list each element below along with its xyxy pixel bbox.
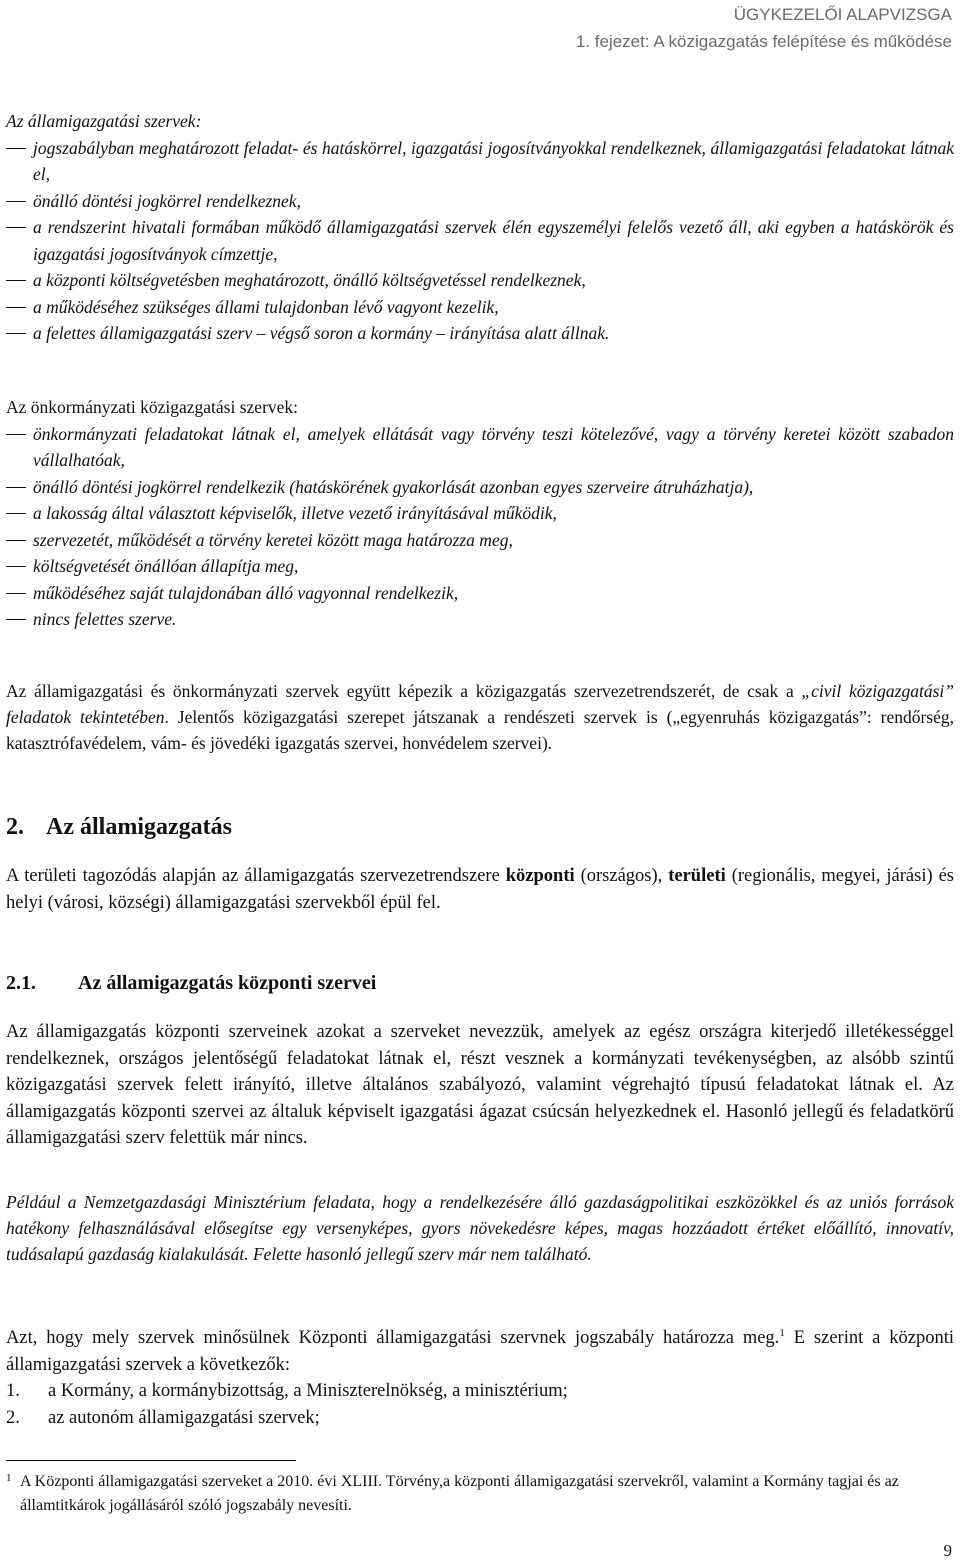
summary-italic-text: „civil közigazgatási” feladatok tekintetében <box>6 681 954 727</box>
footnote-reference[interactable]: 1 <box>779 1326 785 1339</box>
local-gov-item: szervezetét, működését a törvény keretei között maga határozza meg, <box>6 527 954 554</box>
local-gov-item: költségvetését önállóan állapítja meg, <box>6 553 954 580</box>
list-number: 1. <box>6 1381 20 1401</box>
bold-term: területi <box>668 866 726 886</box>
bold-term: központi <box>505 866 575 886</box>
last-item-part3: irányítása alatt állnak. <box>449 323 610 343</box>
example-paragraph: Például a Nemzetgazdasági Minisztérium feladata, hogy a rendelkezésére álló gazdaságpolitikai eszközökkel és az uniós források hatékony felhasználásával elősegítse egy versenyképes, gyors növekedésre képes, magas hozzáadott értéket előállító, innovatív, tudásalapú gazdaság kialakulását. Felette hasonló jellegű szerv már nem található. <box>6 1192 954 1264</box>
para-text: Azt, hogy mely szervek minősülnek Központi államigazgatási szervnek jogszabály határozza meg. <box>6 1328 780 1348</box>
section-title: Az államigazgatás központi szervei <box>78 972 377 994</box>
section-number: 2.1. <box>6 972 36 994</box>
section-title: Az államigazgatás <box>46 814 232 840</box>
para-text: (regionális, megyei, járási) és helyi (városi, községi) államigazgatási szervekből épül fel. <box>6 866 954 913</box>
section-2-heading <box>6 812 232 842</box>
inline-dash: – <box>256 323 266 343</box>
section-number: 2. <box>6 814 24 840</box>
legal-basis-paragraph <box>6 1325 954 1378</box>
state-admin-heading: Az államigazgatási szervek: <box>6 111 202 131</box>
state-admin-item-last <box>6 320 954 347</box>
state-admin-section <box>6 108 954 347</box>
local-gov-item: önálló döntési jogkörrel rendelkezik (hatáskörének gyakorlását azonban egyes szerveire átruházhatja), <box>6 474 954 501</box>
local-gov-item: a lakosság által választott képviselők, illetve vezető irányításával működik, <box>6 500 954 527</box>
local-gov-item: önkormányzati feladatokat látnak el, amelyek ellátását vagy törvény teszi kötelezővé, vagy a törvény keretei között szabadon vállalhatóak, <box>6 421 954 474</box>
footnote-marker: 1 <box>6 1472 12 1484</box>
state-admin-item: jogszabályban meghatározott feladat- és hatáskörrel, igazgatási jogosítványokkal rendelkeznek, államigazgatási feladatokat látnak el, <box>6 135 954 188</box>
central-organs-paragraph: Az államigazgatás központi szerveinek azokat a szerveket nevezzük, amelyek az egész országra kiterjedő illetékességgel rendelkeznek, országos jelentőségű feladatokat látnak el, részt vesznek a kormányzati tevékenységben, az alsóbb szintű közigazgatási szervek felett irányító, illetve általános szabályozó, valamint végrehajtó típusú feladatokat látnak el. Az államigazgatás központi szervei az általuk képviselt igazgatási ágazat csúcsán helyezkednek el. Hasonló jellegű és feladatkörű államigazgatási szerv felettük már nincs. <box>6 1022 954 1148</box>
state-admin-item: a működéséhez szükséges állami tulajdonban lévő vagyont kezelik, <box>6 294 954 321</box>
local-gov-item: működéséhez saját tulajdonában álló vagyonnal rendelkezik, <box>6 580 954 607</box>
footnote-text: A Központi államigazgatási szerveket a 2010. évi XLIII. Törvény,a központi államigazgatási szervekről, valamint a Kormány tagjai és az államtitkárok jogállásáról szóló jogszabály nevesíti. <box>20 1473 899 1514</box>
summary-paragraph <box>6 678 954 756</box>
list-number: 2. <box>6 1407 20 1428</box>
page-number: 9 <box>943 1541 952 1560</box>
last-item-part1: a felettes államigazgatási szerv <box>33 323 253 343</box>
local-gov-heading: Az önkormányzati közigazgatási szervek: <box>6 397 299 417</box>
state-admin-item: önálló döntési jogkörrel rendelkeznek, <box>6 188 954 215</box>
list-item <box>6 1378 954 1405</box>
inline-dash: – <box>436 323 446 343</box>
local-gov-section <box>6 394 954 633</box>
list-item <box>6 1405 954 1432</box>
last-item-part2: végső soron a kormány <box>269 323 432 343</box>
section-2-paragraph <box>6 863 954 916</box>
footnote <box>6 1470 954 1518</box>
section-2-1-heading <box>6 970 376 996</box>
list-text: az autonóm államigazgatási szervek; <box>48 1407 320 1428</box>
summary-text-cont: . Jelentős közigazgatási szerepet játszanak a rendészeti szervek is („egyenruhás közigazgatás”: rendőrség, katasztrófavédelem, vám- és jövedéki igazgatás szervei, honvédelem szervei). <box>6 707 954 753</box>
state-admin-item: a központi költségvetésben meghatározott, önálló költségvetéssel rendelkeznek, <box>6 267 954 294</box>
state-admin-item: a rendszerint hivatali formában működő államigazgatási szervek élén egyszemélyi felelős vezető áll, aki egyben a hatáskörök és igazgatási jogosítványok címzettje, <box>6 214 954 267</box>
running-header-title: ÜGYKEZELŐI ALAPVIZSGA <box>733 5 952 24</box>
para-text: (országos), <box>574 866 669 886</box>
footnote-separator <box>6 1460 296 1461</box>
para-text: E szerint a központi államigazgatási szervek a következők: <box>6 1328 954 1375</box>
running-header-chapter: 1. fejezet: A közigazgatás felépítése és működése <box>575 32 952 51</box>
para-text: A területi tagozódás alapján az államigazgatás szervezetrendszere <box>6 866 506 886</box>
local-gov-item: nincs felettes szerve. <box>6 606 954 633</box>
central-organs-list <box>6 1378 954 1431</box>
summary-text: Az államigazgatási és önkormányzati szervek együtt képezik a közigazgatás szervezetrendszerét, de csak a <box>6 681 802 701</box>
list-text: a Kormány, a kormánybizottság, a Miniszterelnökség, a minisztérium; <box>48 1381 568 1401</box>
